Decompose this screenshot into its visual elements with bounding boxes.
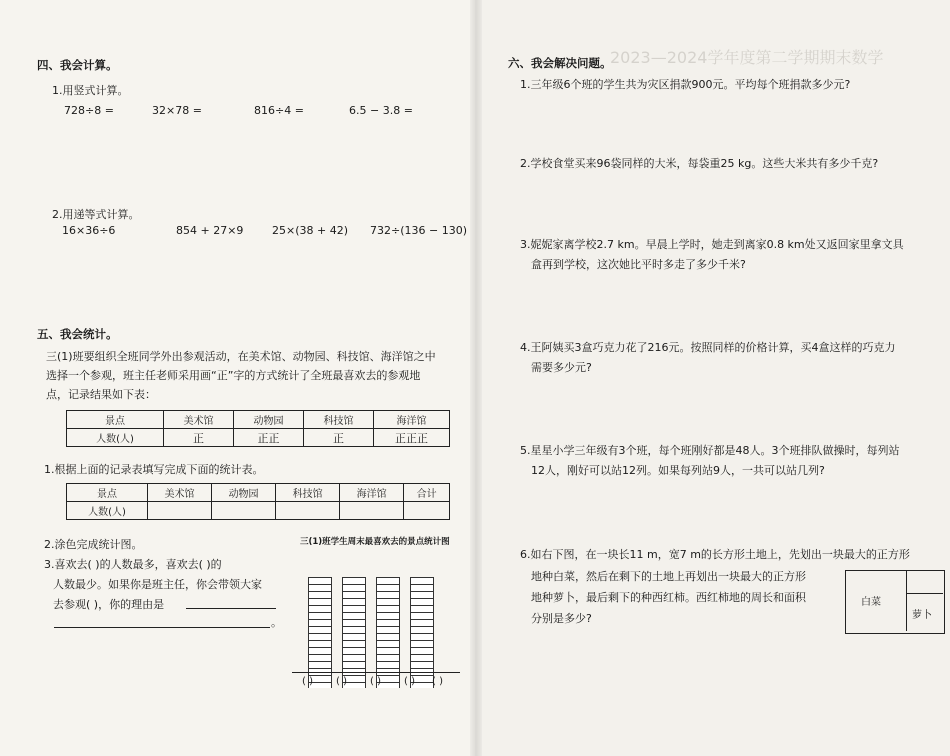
problem-6-line-2: 地种白菜，然后在剩下的土地上再划出一块最大的正方形 bbox=[531, 570, 806, 583]
problem-3-line-2: 盒再到学校，这次她比平时多走了多少千米? bbox=[531, 258, 746, 271]
stats-table bbox=[66, 483, 450, 520]
q2-item-1: 16×36÷6 bbox=[62, 224, 116, 237]
stats-cell-total[interactable] bbox=[404, 502, 450, 520]
stats-row-label: 人数(人) bbox=[67, 502, 148, 520]
stats-header-scenic: 景点 bbox=[67, 484, 148, 502]
problem-6-line-1: 6.如右下图，在一块长11 m，宽7 m的长方形土地上，先划出一块最大的正方形 bbox=[520, 548, 910, 561]
section4-title: 四、我会计算。 bbox=[37, 58, 118, 72]
chart-xlabel-5: ( ) bbox=[432, 676, 443, 687]
tally-zoo: 正正 bbox=[234, 429, 304, 447]
q1-title: 1.用竖式计算。 bbox=[52, 84, 129, 97]
section5-title: 五、我会统计。 bbox=[37, 327, 118, 341]
chart-xlabel-1: ( ) bbox=[302, 676, 313, 687]
sec5-para-1: 三(1)班要组织全班同学外出参观活动，在美术馆、动物园、科技馆、海洋馆之中 bbox=[46, 350, 436, 363]
stats-header-ocean: 海洋馆 bbox=[340, 484, 404, 502]
sub-question-3-line-1: 3.喜欢去( )的人数最多，喜欢去( )的 bbox=[44, 558, 222, 571]
tally-chart bbox=[292, 533, 462, 688]
answer-period: 。 bbox=[271, 616, 282, 629]
chart-xlabel-2: ( ) bbox=[336, 676, 347, 687]
right-page bbox=[475, 0, 950, 756]
problem-6-line-4: 分别是多少? bbox=[531, 612, 592, 625]
tally-table bbox=[66, 410, 450, 447]
tally-header-ocean: 海洋馆 bbox=[374, 411, 450, 429]
radish-label: 萝卜 bbox=[912, 610, 932, 621]
tally-ocean: 正正正 bbox=[374, 429, 450, 447]
sub-question-3-line-3: 去参观( )，你的理由是 bbox=[53, 598, 165, 611]
stats-header-science: 科技馆 bbox=[276, 484, 340, 502]
q2-title: 2.用递等式计算。 bbox=[52, 208, 140, 221]
land-diagram bbox=[845, 570, 945, 634]
sub-question-2: 2.涂色完成统计图。 bbox=[44, 538, 143, 551]
stats-cell-art[interactable] bbox=[148, 502, 212, 520]
stats-cell-ocean[interactable] bbox=[340, 502, 404, 520]
stats-cell-zoo[interactable] bbox=[212, 502, 276, 520]
sub-question-3-line-2: 人数最少。如果你是班主任，你会带领大家 bbox=[53, 578, 262, 591]
problem-4-line-1: 4.王阿姨买3盒巧克力花了216元。按照同样的价格计算，买4盒这样的巧克力 bbox=[520, 341, 896, 354]
cabbage-label: 白菜 bbox=[861, 597, 881, 608]
chart-xlabel-4: ( ) bbox=[404, 676, 415, 687]
q2-item-3: 25×(38 + 42) bbox=[272, 224, 349, 237]
q1-item-2: 32×78 = bbox=[152, 104, 202, 117]
sec5-para-2: 选择一个参观，班主任老师采用画“正”字的方式统计了全班最喜欢去的参观地 bbox=[46, 369, 421, 382]
tally-header-art: 美术馆 bbox=[164, 411, 234, 429]
q1-item-4: 6.5 − 3.8 = bbox=[349, 104, 413, 117]
page-fold bbox=[470, 0, 482, 756]
answer-line-1[interactable] bbox=[186, 608, 276, 609]
q1-item-1: 728÷8 = bbox=[64, 104, 114, 117]
stats-header-total: 合计 bbox=[404, 484, 450, 502]
sec5-para-3: 点，记录结果如下表： bbox=[46, 388, 156, 401]
problem-3-line-1: 3.妮妮家离学校2.7 km。早晨上学时，她走到离家0.8 km处又返回家里拿文具 bbox=[520, 238, 904, 251]
tally-science: 正 bbox=[304, 429, 374, 447]
stats-cell-science[interactable] bbox=[276, 502, 340, 520]
chart-x-axis bbox=[292, 672, 460, 673]
problem-5-line-1: 5.星星小学三年级有3个班，每个班刚好都是48人。3个班排队做操时，每列站 bbox=[520, 444, 900, 457]
tally-header-scenic: 景点 bbox=[67, 411, 164, 429]
problem-2: 2.学校食堂买来96袋同样的大米，每袋重25 kg。这些大米共有多少千克? bbox=[520, 157, 879, 170]
tally-header-zoo: 动物园 bbox=[234, 411, 304, 429]
sub-question-1: 1.根据上面的记录表填写完成下面的统计表。 bbox=[44, 463, 264, 476]
q1-item-3: 816÷4 = bbox=[254, 104, 304, 117]
chart-xlabel-3: ( ) bbox=[370, 676, 381, 687]
problem-6-line-3: 地种萝卜，最后剩下的种西红柿。西红柿地的周长和面积 bbox=[531, 591, 806, 604]
stats-header-art: 美术馆 bbox=[148, 484, 212, 502]
chart-title: 三(1)班学生周末最喜欢去的景点统计图 bbox=[300, 537, 450, 547]
stats-header-zoo: 动物园 bbox=[212, 484, 276, 502]
bleed-through-header: 2023—2024学年度第二学期期末数学 bbox=[610, 48, 884, 67]
problem-1: 1.三年级6个班的学生共为灾区捐款900元。平均每个班捐款多少元? bbox=[520, 78, 851, 91]
q2-item-2: 854 + 27×9 bbox=[176, 224, 244, 237]
tally-art: 正 bbox=[164, 429, 234, 447]
section6-title: 六、我会解决问题。 bbox=[508, 56, 612, 70]
answer-line-2[interactable] bbox=[54, 627, 270, 628]
problem-5-line-2: 12人，刚好可以站12列。如果每列站9人，一共可以站几列? bbox=[531, 464, 825, 477]
q2-item-4: 732÷(136 − 130) bbox=[370, 224, 467, 237]
problem-4-line-2: 需要多少元? bbox=[531, 361, 592, 374]
tally-header-science: 科技馆 bbox=[304, 411, 374, 429]
tally-row-label: 人数(人) bbox=[67, 429, 164, 447]
